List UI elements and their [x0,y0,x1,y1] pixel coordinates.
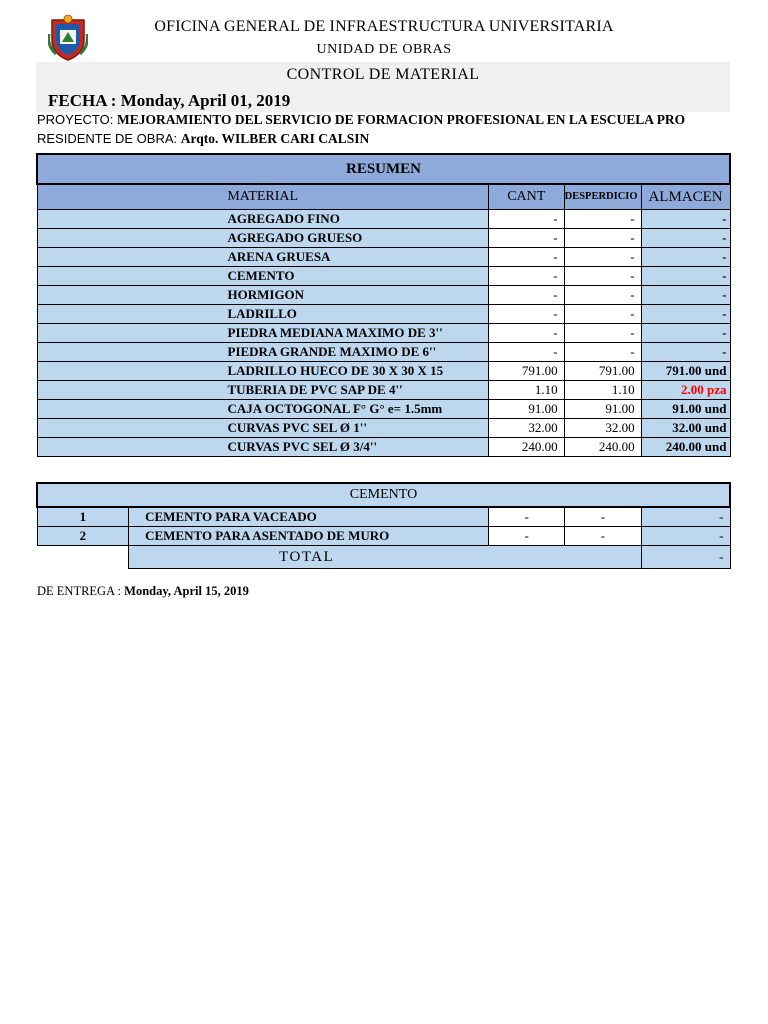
total-label: TOTAL [129,546,642,569]
cant-cell: - [489,527,565,546]
material-cell: AGREGADO GRUESO [37,229,488,248]
total-spacer [37,546,129,569]
material-cell: CAJA OCTOGONAL F° G° e= 1.5mm [37,400,488,419]
cant-cell: - [488,210,564,229]
entrega-line [37,584,249,599]
desperdicio-cell: - [564,229,641,248]
desperdicio-cell: - [565,527,642,546]
desperdicio-cell: - [564,286,641,305]
fecha-label: FECHA : [48,91,121,110]
proyecto-line [37,112,730,128]
table-row [37,381,730,400]
column-header-material: MATERIAL [37,184,488,210]
cant-cell: 1.10 [488,381,564,400]
table-row [37,286,730,305]
organization-title: OFICINA GENERAL DE INFRAESTRUCTURA UNIVERSITARIA [154,18,614,35]
total-row [37,546,730,569]
desperdicio-cell: 791.00 [564,362,641,381]
fecha-line [48,91,290,111]
cant-cell: - [488,343,564,362]
cant-cell: 240.00 [488,438,564,457]
row-number: 2 [37,527,129,546]
residente-value: Arqto. WILBER CARI CALSIN [180,131,370,146]
cemento-name-cell: CEMENTO PARA VACEADO [129,507,489,527]
desperdicio-cell: - [564,248,641,267]
almacen-cell: - [641,527,730,546]
almacen-cell: - [641,229,730,248]
desperdicio-cell: 1.10 [564,381,641,400]
unit-title: UNIDAD DE OBRAS [316,42,452,57]
cemento-title: CEMENTO [37,483,730,507]
desperdicio-cell: 91.00 [564,400,641,419]
resumen-header-row [37,184,730,210]
resumen-table [36,153,731,457]
almacen-cell: - [641,324,730,343]
table-row [37,267,730,286]
column-header-desperdicio: DESPERDICIO [564,184,641,210]
table-row [37,527,730,546]
desperdicio-cell: - [565,507,642,527]
almacen-cell: 91.00 und [641,400,730,419]
cant-cell: - [488,267,564,286]
cant-cell: - [488,286,564,305]
desperdicio-cell: - [564,343,641,362]
material-cell: CURVAS PVC SEL Ø 3/4'' [37,438,488,457]
residente-line [37,131,369,147]
table-row [37,324,730,343]
almacen-cell: - [641,248,730,267]
desperdicio-cell: - [564,210,641,229]
cemento-title-row [37,483,730,507]
cemento-table [36,482,731,569]
table-row [37,362,730,381]
total-value: - [641,546,730,569]
almacen-cell-highlighted: 2.00 pza [641,381,730,400]
material-cell: LADRILLO [37,305,488,324]
cant-cell: 32.00 [488,419,564,438]
column-header-almacen: ALMACEN [641,184,730,210]
material-cell: AGREGADO FINO [37,210,488,229]
table-row [37,305,730,324]
desperdicio-cell: 240.00 [564,438,641,457]
desperdicio-cell: - [564,267,641,286]
almacen-cell: - [641,305,730,324]
almacen-cell: - [641,343,730,362]
entrega-value: Monday, April 15, 2019 [124,584,249,598]
fecha-value: Monday, April 01, 2019 [120,91,291,110]
document-title: CONTROL DE MATERIAL [286,66,480,83]
material-cell: LADRILLO HUECO DE 30 X 30 X 15 [37,362,488,381]
table-row [37,400,730,419]
table-row [37,229,730,248]
material-cell: CURVAS PVC SEL Ø 1'' [37,419,488,438]
table-row [37,248,730,267]
material-cell: CEMENTO [37,267,488,286]
desperdicio-cell: - [564,305,641,324]
table-row [37,438,730,457]
almacen-cell: 32.00 und [641,419,730,438]
almacen-cell: - [641,286,730,305]
almacen-cell: - [641,210,730,229]
column-header-cant: CANT [488,184,564,210]
cemento-name-cell: CEMENTO PARA ASENTADO DE MURO [129,527,489,546]
table-row [37,507,730,527]
material-cell: PIEDRA GRANDE MAXIMO DE 6'' [37,343,488,362]
material-cell: ARENA GRUESA [37,248,488,267]
cant-cell: - [488,248,564,267]
material-cell: TUBERIA DE PVC SAP DE 4'' [37,381,488,400]
almacen-cell: - [641,267,730,286]
entrega-label: DE ENTREGA : [37,584,125,598]
cant-cell: - [488,324,564,343]
table-row [37,343,730,362]
proyecto-value: MEJORAMIENTO DEL SERVICIO DE FORMACION PROFESIONAL EN LA ESCUELA PRO [116,112,686,127]
desperdicio-cell: - [564,324,641,343]
cant-cell: 791.00 [488,362,564,381]
cant-cell: - [488,229,564,248]
desperdicio-cell: 32.00 [564,419,641,438]
proyecto-label: PROYECTO: [37,112,117,127]
table-row [37,210,730,229]
material-cell: PIEDRA MEDIANA MAXIMO DE 3'' [37,324,488,343]
residente-label: RESIDENTE DE OBRA: [37,131,181,146]
resumen-title-row [37,154,730,184]
cant-cell: 91.00 [488,400,564,419]
resumen-title: RESUMEN [37,154,730,184]
cant-cell: - [488,305,564,324]
table-row [37,419,730,438]
almacen-cell: - [641,507,730,527]
almacen-cell: 791.00 und [641,362,730,381]
almacen-cell: 240.00 und [641,438,730,457]
cant-cell: - [489,507,565,527]
material-cell: HORMIGON [37,286,488,305]
row-number: 1 [37,507,129,527]
